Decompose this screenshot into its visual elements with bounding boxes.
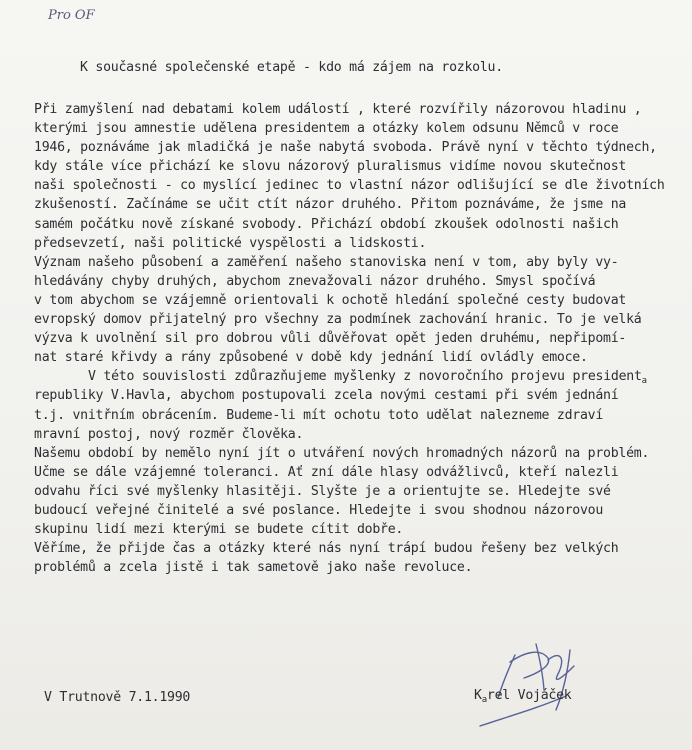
text-line-content: V této souvislosti zdůrazňujeme myšlenky z novoročního projevu president [88,369,642,385]
text-line [34,501,684,520]
text-line-content: zkušeností. Začínáme se učit ctít názor druhého. Přitom poznáváme, že jsme na [34,197,627,213]
text-line-content: republiky V.Havla, abychom postupovali zcela novými cestami při svém jednání [34,388,619,404]
text-line-content: výzva k uvolnění sil pro dobrou vůli důvěřovat opět jeden druhému, nepřipomí- [34,331,627,347]
text-line-content: mravní postoj, nový rozměr člověka. [34,426,304,442]
text-line [34,234,684,253]
text-line [34,520,684,539]
text-line-content: kterými jsou amnestie udělena presidentem a otázky kolem odsunu Němců v roce [34,121,619,137]
text-line [34,482,684,501]
text-line-content: Význam našeho působení a zaměření našeho stanoviska není v tom, aby byly vy- [34,254,619,270]
text-line-content: kdy stále více přichází ke slovu názorový pluralismus vidíme novou skutečnost [34,159,627,175]
signer-sub: a [481,695,487,705]
text-line-content: předsevzetí, naši politické vyspělosti a lidskosti. [34,235,427,251]
signer-rest: rel Vojáček [486,688,572,703]
handwritten-note: Pro OF [48,8,95,23]
text-line [34,558,684,577]
text-line [34,138,684,157]
text-line [34,463,684,482]
text-line-content: budoucí veřejné činitelé a své poslance. Hledejte i svou shodnou názorovou [34,502,604,518]
text-line [34,444,684,463]
text-line-content: nat staré křivdy a rány způsobené v době kdy jednání lidí ovládly emoce. [34,350,588,366]
text-line-content: odvahu říci své myšlenky hlasitěji. Slyšte je a orientujte se. Hledejte své [34,483,611,499]
text-line [34,100,684,119]
text-line-content: v tom abychom se vzájemně orientovali k ochotě hledání společné cesty budovat [34,292,627,308]
place-date: V Trutnově 7.1.1990 [44,690,191,705]
text-line [34,291,684,310]
text-line-content: t.j. vnitřním obrácením. Budeme-li mít ochotu toto udělat nalezneme zdraví [34,407,604,423]
text-line [34,367,684,386]
text-line-content: problémů a zcela jistě i tak sametově jako naše revoluce. [34,560,473,576]
text-line-content: skupinu lidí mezi kterými se budete cítit dobře. [34,522,404,538]
text-line [34,253,684,272]
text-line [34,215,684,234]
body-text [34,100,684,577]
text-line [34,272,684,291]
text-line-content: evropský domov přijatelný pro všechny za podmínek zachování hranic. To je velká [34,312,642,328]
text-line [34,425,684,444]
text-line-content: Učme se dále vzájemné toleranci. Ať zní dále hlasy odvážlivců, kteří nalezli [34,464,619,480]
text-line-content: Našemu období by nemělo nyní jít o utváření nových hromadných názorů na problém. [34,445,650,461]
text-line [34,176,684,195]
document-heading: K současné společenské etapě - kdo má zájem na rozkolu. [80,60,503,75]
text-line [34,329,684,348]
text-line [34,195,684,214]
text-line [34,119,684,138]
text-line-content: samém počátku nově získané svobody. Přichází období zkoušek odolnosti našich [34,216,619,232]
text-line-content: Při zamyšlení nad debatami kolem událostí , které rozvířily názorovou hladinu , [34,102,642,117]
text-line-content: hledávány chyby druhých, abychom znevažovali názor druhého. Smysl spočívá [34,273,596,289]
text-line [34,157,684,176]
text-line-content: Věříme, že přijde čas a otázky které nás nyní trápí budou řešeny bez velkých [34,541,619,557]
text-line-subscript: a [641,376,647,387]
text-line [34,348,684,367]
signer-name [474,688,571,705]
text-line-content: 1946, poznáváme jak mladičká je naše nabytá svoboda. Právě nyní v těchto týdnech, [34,140,657,156]
text-line [34,406,684,425]
text-line [34,386,684,405]
text-line-content: naši společnosti - co myslící jedinec to vlastní názor odlišující se dle životních [34,178,665,194]
handwritten-signature [440,630,640,730]
text-line [34,310,684,329]
signer-first: K [474,688,482,703]
text-line [34,539,684,558]
